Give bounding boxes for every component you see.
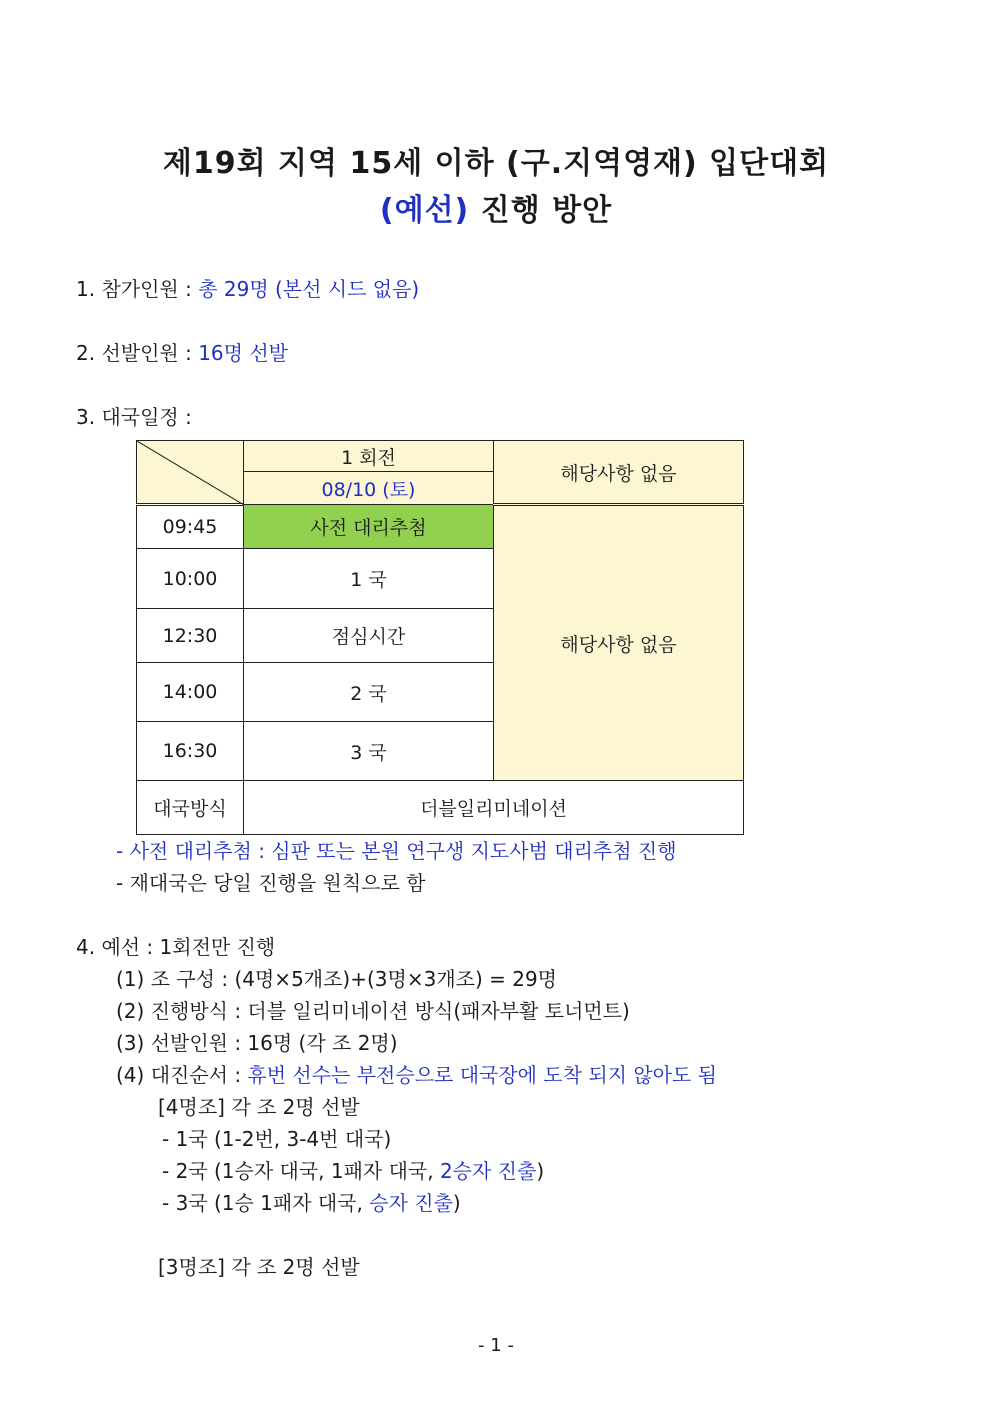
- schedule-event: 점심시간: [244, 609, 494, 663]
- document-title: 제19회 지역 15세 이하 (구.지역영재) 입단대회: [162, 146, 830, 181]
- diagonal-line: [137, 441, 244, 505]
- prelim-item: [116, 1062, 717, 1088]
- note-replay: - 재대국은 당일 진행을 원칙으로 함: [116, 871, 426, 895]
- diagonal-header-cell: [137, 441, 244, 505]
- group3-heading: [3명조] 각 조 2명 선발: [158, 1255, 360, 1279]
- method-value: 더블일리미네이션: [244, 781, 744, 835]
- round-text-end: ): [452, 1191, 461, 1215]
- subtitle-rest: 진행 방안: [469, 193, 613, 228]
- page-number: - 1 -: [478, 1335, 514, 1356]
- section-value: 총 29명 (본선 시드 없음): [198, 277, 420, 301]
- group4-round3: [162, 1190, 461, 1216]
- round-text: - 3국 (1승 1패자 대국,: [162, 1191, 370, 1215]
- schedule-event: 사전 대리추첨: [244, 505, 494, 549]
- prelim-item-label: (4) 대진순서 :: [116, 1063, 248, 1087]
- round-text-end: ): [536, 1159, 545, 1183]
- section-prelim: 4. 예선 : 1회전만 진행: [76, 935, 276, 959]
- schedule-time: 14:00: [137, 663, 244, 722]
- schedule-time: 12:30: [137, 609, 244, 663]
- subtitle-accent: (예선): [379, 193, 470, 228]
- section-value: 16명 선발: [198, 341, 288, 365]
- round-text: - 2국 (1승자 대국, 1패자 대국,: [162, 1159, 440, 1183]
- round-label: 1 회전: [244, 441, 494, 472]
- section-participants: [76, 276, 419, 302]
- section-selection: [76, 340, 288, 366]
- prelim-item: (3) 선발인원 : 16명 (각 조 2명): [116, 1031, 398, 1055]
- schedule-event: 1 국: [244, 549, 494, 609]
- method-label: 대국방식: [137, 781, 244, 835]
- prelim-item-value: 휴번 선수는 부전승으로 대국장에 도착 되지 않아도 됨: [247, 1063, 717, 1087]
- group4-round2: [162, 1158, 544, 1184]
- schedule-table: [136, 440, 744, 835]
- round-highlight: 2승자 진출: [439, 1159, 537, 1183]
- section-label: 1. 참가인원 :: [76, 277, 199, 301]
- document-subtitle: [0, 185, 992, 229]
- group4-round1: - 1국 (1-2번, 3-4번 대국): [162, 1127, 392, 1151]
- header-other-cell: 해당사항 없음: [494, 441, 744, 505]
- schedule-time: 10:00: [137, 549, 244, 609]
- schedule-event: 2 국: [244, 663, 494, 722]
- round-date: 08/10 (토): [244, 472, 494, 505]
- schedule-time: 16:30: [137, 722, 244, 781]
- section-label: 2. 선발인원 :: [76, 341, 199, 365]
- prelim-item: (2) 진행방식 : 더블 일리미네이션 방식(패자부활 토너먼트): [116, 999, 630, 1023]
- schedule-time: 09:45: [137, 505, 244, 549]
- group4-heading: [4명조] 각 조 2명 선발: [158, 1095, 360, 1119]
- schedule-event: 3 국: [244, 722, 494, 781]
- round-highlight: 승자 진출: [369, 1191, 453, 1215]
- note-draw: - 사전 대리추첨 : 심판 또는 본원 연구생 지도사범 대리추첨 진행: [116, 839, 677, 863]
- prelim-item: (1) 조 구성 : (4명×5개조)+(3명×3개조) = 29명: [116, 967, 558, 991]
- body-other-cell: 해당사항 없음: [494, 505, 744, 781]
- section-schedule: 3. 대국일정 :: [76, 405, 192, 429]
